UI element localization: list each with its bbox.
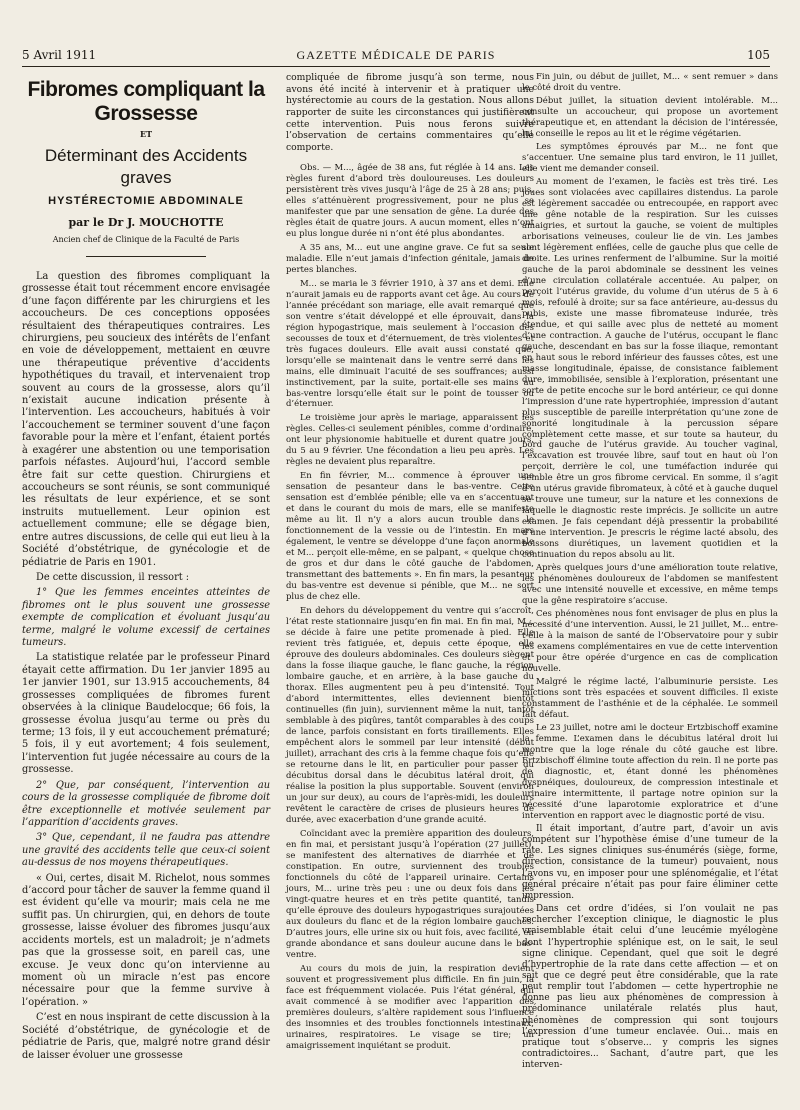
article-subtitle: HYSTÉRECTOMIE ABDOMINALE	[48, 195, 244, 208]
paragraph: Il était important, d’autre part, d’avoir un avis compétent sur l’hypothèse émise d’une tumeur de la rate. Les signes cliniques sus-énumérés (siège, forme, direction, consistance de la tumeur) pouvaient, nous l’avons vu, en imposer pour une splénomégalie, et l’état général précaire n’était pas pour faire éliminer cette impression.	[522, 823, 778, 901]
observation-paragraph: Après quelques jours d’une amélioration toute relative, les phénomènes douloureux de l’abdomen se manifestent avec une intensité nouvelle et excessive, en même temps que la gêne respiratoire s’accuse.	[522, 563, 778, 607]
quotation-paragraph: « Oui, certes, disait M. Richelot, nous sommes d’accord pour tâcher de sauver la femme quand il est évident qu’elle va mourir; mais cela ne me suffit pas. Un chirurgien, qui, en dehors de toute grossesse, laisse évoluer des fibromes jusqu’aux accidents mortels, est un maladroit; je n’admets pas que la grossesse soit, en pareil cas, une excuse. Je veux donc qu’on intervienne au moment où un miracle n’est pas encore nécessaire pour que la femme survive à l’opération. »	[22, 872, 270, 1008]
conclusion-item: 3° Que, cependant, il ne faudra pas attendre une gravité des accidents telle que ceux-ci soient au-dessus de nos moyens thérapeutiques.	[22, 832, 270, 869]
observation-paragraph: Malgré le régime lacté, l’albuminurie persiste. Les mictions sont très espacées et souvent difficiles. Il existe constamment de l’asthénie et de la céphalée. Le sommeil fait défaut.	[522, 677, 778, 721]
observation-paragraph: Le troisième jour après le mariage, apparaissent les règles. Celles-ci seulement pénibles, comme d’ordinaire, ont leur physionomie habituelle et durent quatre jours, du 5 au 9 février. Une fécondation a lieu peu après. Les règles ne devaient plus reparaître.	[286, 413, 534, 468]
observation-paragraph: M... se maria le 3 février 1910, à 37 ans et demi. Elle n’aurait jamais eu de rapports avant cet âge. Au cours de l’année précédant son mariage, elle avait remarqué que son ventre s’était développé et elle éprouvait, dans la région hypogastrique, mais seulement à l’occasion des secousses de toux et d’éternuement, de très violentes et très fugaces douleurs. Elle avait aussi constaté que, lorsqu’elle se maintenait dans le ventre serré dans les mains, elle diminuait l’acuité de ses souffrances; aussi instinctivement, par la suite, portait-elle ses mains au bas-ventre lorsqu’elle était sur le point de tousser ou d’éternuer.	[286, 278, 534, 410]
observation-paragraph: En fin février, M... commence à éprouver une sensation de pesanteur dans le bas-ventre. Cette sensation est d’emblée pénible; elle va en s’accentuant et dans le courant du mois de mars, elle se manifeste même au lit. Il n’y a alors aucun trouble dans le fonctionnement de la vessie ou de l’intestin. En mars également, le ventre se développe d’une façon anormale et M... perçoit elle-même, en se palpant, « quelque chose de gros et dur dans le côté gauche de l’abdomen, transmettant des battements ». En fin mars, la pesanteur du bas-ventre est devenue si pénible, que M... ne sort plus de chez elle.	[286, 471, 534, 603]
author-affiliation: Ancien chef de Clinique de la Faculté de Paris	[52, 234, 240, 244]
header-page-number: 105	[747, 48, 770, 62]
observation-section-continued	[522, 72, 778, 822]
header-journal-title: GAZETTE MÉDICALE DE PARIS	[296, 48, 496, 62]
conclusion-item: 1° Que les femmes enceintes atteintes de fibromes ont le plus souvent une grossesse exempte de complication et évoluant jusqu’au terme, malgré le volume excessif de certaines tumeurs.	[22, 587, 270, 649]
paragraph: Dans cet ordre d’idées, si l’on voulait ne pas rechercher l’exception clinique, le diagnostic le plus vraisemblable était celui d’une leucémie myélogène dont l’hypertrophie splénique est, on le sait, le seul signe clinique. Cependant, quel que soit le degré d’hypertrophie de la rate dans cette affection — et on sait que ce degré peut être considérable, que la rate peut remplir tout l’abdomen — cette hypertrophie ne donne pas lieu aux phénomènes de compression à prédominance unilatérale relatés plus haut, phénomènes de compression qui sont toujours l’expression d’une tumeur enclavée. Oui... mais en pratique tout s’observe... y compris les signes contradictoires... Sachant, d’autre part, que les interven-	[522, 904, 778, 1071]
conclusion-item: 2° Que, par conséquent, l’intervention au cours de la grossesse compliquée de fibrome doit être exceptionnelle et motivée seulement par l’apparition d’accidents graves.	[22, 779, 270, 828]
paragraph: La question des fibromes compliquant la grossesse était tout récemment encore envisagée d’une façon différente par les chirurgiens et les accoucheurs. De ces conceptions opposées résultaient des thérapeutiques contraires. Les chirurgiens, peu soucieux des intérêts de l’enfant en voie de développement, mettaient en œuvre une thérapeutique préventive d’accidents hypothétiques du travail, et intervenaient trop souvent au cours de la grossesse, alors qu’il n’existait aucune indication présente à l’intervention. Les accoucheurs, habitués à voir l’accouchement se terminer souvent d’une façon favorable pour la mère et l’enfant, étaient portés à exagérer une abstention ou une temporisation parfois néfastes. Aujourd’hui, l’accord semble être fait sur cette question. Chirurgiens et accoucheurs se sont réunis, se sont communiqué les résultats de leur expérience, et se sont instruits mutuellement. Leur opinion est actuellement commune; elle se dégage bien, entre autres discussions, de celle qui eut lieu à la Société d’obstétrique, de gynécologie et de pédiatrie de Paris en 1901.	[22, 270, 270, 568]
header-date: 5 Avril 1911	[22, 48, 97, 62]
article-title-second: Déterminant des Accidents graves	[44, 146, 248, 188]
paragraph: La statistique relatée par le professeur Pinard étayait cette affirmation. Du 1er janvier 1895 au 1er janvier 1901, sur 13.915 accouchements, 84 grossesses compliquées de fibromes furent observées à la clinique Baudelocque; 66 fois, la grossesse évolua jusqu’au terme ou près du terme; 13 fois, il y eut accouchement prématuré; 5 fois, il y eut avortement; 4 fois seulement, l’intervention fut jugée nécessaire au cours de la grossesse.	[22, 652, 270, 776]
observation-paragraph: A 35 ans, M... eut une angine grave. Ce fut sa seule maladie. Elle n’eut jamais d’infection génitale, jamais de pertes blanches.	[286, 242, 534, 275]
observation-paragraph: Ces phénomènes nous font envisager de plus en plus la nécessité d’une intervention. Aussi, le 21 juillet, M... entre-t-elle à la maison de santé de l’Observatoire pour y subir les examens complémentaires en vue de cette intervention et pour être opérée d’urgence en cas de complication nouvelle.	[522, 609, 778, 675]
observation-paragraph: Les symptômes éprouvés par M... ne font que s’accentuer. Une semaine plus tard environ, le 11 juillet, elle vient me demander conseil.	[522, 141, 778, 174]
observation-paragraph: En dehors du développement du ventre qui s’accroît, l’état reste stationnaire jusqu’en fin mai. En fin mai, M... se décide à faire une petite promenade à pied. Elle revient très fatiguée, et, depuis cette époque, elle éprouve des douleurs abdominales. Ces douleurs siègent dans la fosse iliaque gauche, le flanc gauche, la région lombaire gauche, et en arrière, à la base gauche du thorax. Elles augmentent peu à peu d’intensité. Tout d’abord intermittentes, elles deviennent bientôt continuelles (fin juin), surviennent même la nuit, tantôt semblable à des piqûres, tantôt comparables à des coups de lance, parfois consistant en forts tiraillements. Elles empêchent alors le sommeil par leur intensité (début juillet), arrachant des cris à la femme chaque fois qu’elle se retourne dans le lit, en particulier pour passer du décubitus dorsal dans le décubitus latéral droit, qui réalise la position la plus supportable. Souvent (environ un jour sur deux), au cours de l’après-midi, les douleurs revêtent le caractère de crises de plusieurs heures de durée, avec exacerbation d’une grande acuité.	[286, 606, 534, 825]
paragraph: De cette discussion, il ressort :	[36, 571, 190, 583]
observation-paragraph: Début juillet, la situation devient intolérable. M... consulte un accoucheur, qui propose un avortement thérapeutique et, en attendant la décision de l’intéressée, lui conseille le repos au lit et le régime végétarien.	[522, 95, 778, 139]
column-2	[286, 72, 534, 1055]
paragraph: C’est en nous inspirant de cette discussion à la Société d’obstétrique, de gynécologie et de pédiatrie de Paris, que, malgré notre grand désir de laisser évoluer une grossesse	[22, 1012, 270, 1061]
paragraph: compliquée de fibrome jusqu’à son terme, nous avons été incité à intervenir et à pratiquer une hystérectomie au cours de la gestation. Nous allons rapporter de suite les circonstances qui justifièrent cette intervention. Puis nous ferons suivre l’observation de certains commentaires qu’elle comporte.	[286, 72, 534, 154]
observation-paragraph: Le 23 juillet, notre ami le docteur Ertzbischoff examine la femme. L’examen dans le décubitus latéral droit lui montre que la loge rénale du côté gauche est libre. Ertzbischoff élimine toute affection du rein. Il ne porte pas de diagnostic, et, étant donné les phénomènes dyspnéiques, douloureux, de compression intestinale et urinaire intermittente, il partage notre opinion sur la nécessité d’une laparotomie exploratrice et d’une intervention en rapport avec le diagnostic porté de visu.	[522, 723, 778, 821]
observation-paragraph: Obs. — M..., âgée de 38 ans, fut réglée à 14 ans. Les règles furent d’abord très douloureuses. Les douleurs persistèrent très vives jusqu’à l’âge de 25 à 28 ans; puis, elles s’atténuèrent progressivement, pour ne plus se manifester que par une sensation de gêne. La durée des règles était de quatre jours. A aucun moment, elles n’ont eu plus longue durée ni n’ont été plus abondantes.	[286, 162, 534, 239]
observation-paragraph: Fin juin, ou début de juillet, M... « sent remuer » dans le côté droit du ventre.	[522, 72, 778, 93]
observation-paragraph: Au cours du mois de juin, la respiration devient souvent et progressivement plus difficile. En fin juin, la face est fréquemment violacée. Puis l’état général, qui avait commencé à se modifier avec l’apparition des premières douleurs, s’altère rapidement sous l’influence des insomnies et des troubles fonctionnels intestinaux, urinaires, respiratoires. Le visage se tire; un amaigrissement inquiétant se produit.	[286, 963, 534, 1051]
commentary-section	[522, 824, 778, 1071]
column-3	[522, 72, 778, 1073]
observation-section	[286, 163, 534, 1052]
observation-paragraph: Au moment de l’examen, le faciès est très tiré. Les joues sont violacées avec capillaires distendus. La parole est légèrement saccadée ou entrecoupée, en rapport avec une gêne notable de la respiration. Sur les cuisses amaigries, et surtout la gauche, se voient de multiples arborisations veineuses, couleur lie de vin. Les jambes sont légèrement enflées, celle de gauche plus que celle de droite. Les urines renferment de l’albumine. Sur la moitié gauche de la paroi abdominale se dessinent les veines d’une circulation collatérale accentuée. Au palper, on perçoit l’utérus gravide, du volume d’un utérus de 5 à 6 mois, refoulé à droite; sur sa face antérieure, au-dessus du pubis, existe une masse fibromateuse indurée, très étendue, et qui saille avec plus de netteté au moment d’une contraction. A gauche de l’utérus, occupant le flanc gauche, descendant en bas sur la fosse iliaque, remontant en haut sous le rebord inférieur des fausses côtes, est une masse longitudinale, épaisse, de consistance faiblement dure, immobilisée, sensible à l’exploration, présentant une sorte de petite encoche sur le bord antérieur, ce qui donne l’impression d’une rate hypertrophiée, impression d’autant plus susceptible de pareille interprétation qu’une zone de sonorité longitudinale à la percussion sépare complètement cette masse, et sur toute sa hauteur, du bord gauche de l’utérus gravide. Au toucher vaginal, l’excavation est trouvée libre, sauf tout en haut où l’on perçoit, derrière le col, une tuméfaction indurée qui semble être un gros fibrome cervical. En somme, il s’agit d’un utérus gravide fibromateux, à côté et à gauche duquel se trouve une tumeur, sur la nature et les connexions de laquelle le diagnostic reste imprécis. Je sollicite un autre examen. Je fais cependant déjà pressentir la probabilité d’une intervention. Je prescris le régime lacté absolu, des boissons diurétiques, un lavement quotidien et la continuation du repos absolu au lit.	[522, 176, 778, 561]
column-1	[22, 72, 270, 1065]
article-author: par le Dr J. MOUCHOTTE	[68, 216, 224, 230]
title-divider	[86, 256, 206, 257]
observation-paragraph: Coïncidant avec la première apparition des douleurs, en fin mai, et persistant jusqu’à l’opération (27 juillet), se manifestent des alternatives de diarrhée et de constipation. En outre, surviennent des troubles fonctionnels du côté de l’appareil urinaire. Certains jours, M... urine très peu : une ou deux fois dans les vingt-quatre heures et en très petite quantité, tandis qu’elle éprouve des douleurs hypogastriques surajoutées aux douleurs du flanc et de la région lombaire gauches. D’autres jours, elle urine six ou huit fois, avec facilité, en grande abondance et sans douleur aucune dans le bas-ventre.	[286, 828, 534, 960]
header-rule	[22, 66, 770, 67]
article-title-conjunction: ET	[139, 129, 153, 139]
running-header	[22, 46, 770, 66]
article-title-main: Fibromes compliquant la Grossesse	[27, 78, 265, 125]
